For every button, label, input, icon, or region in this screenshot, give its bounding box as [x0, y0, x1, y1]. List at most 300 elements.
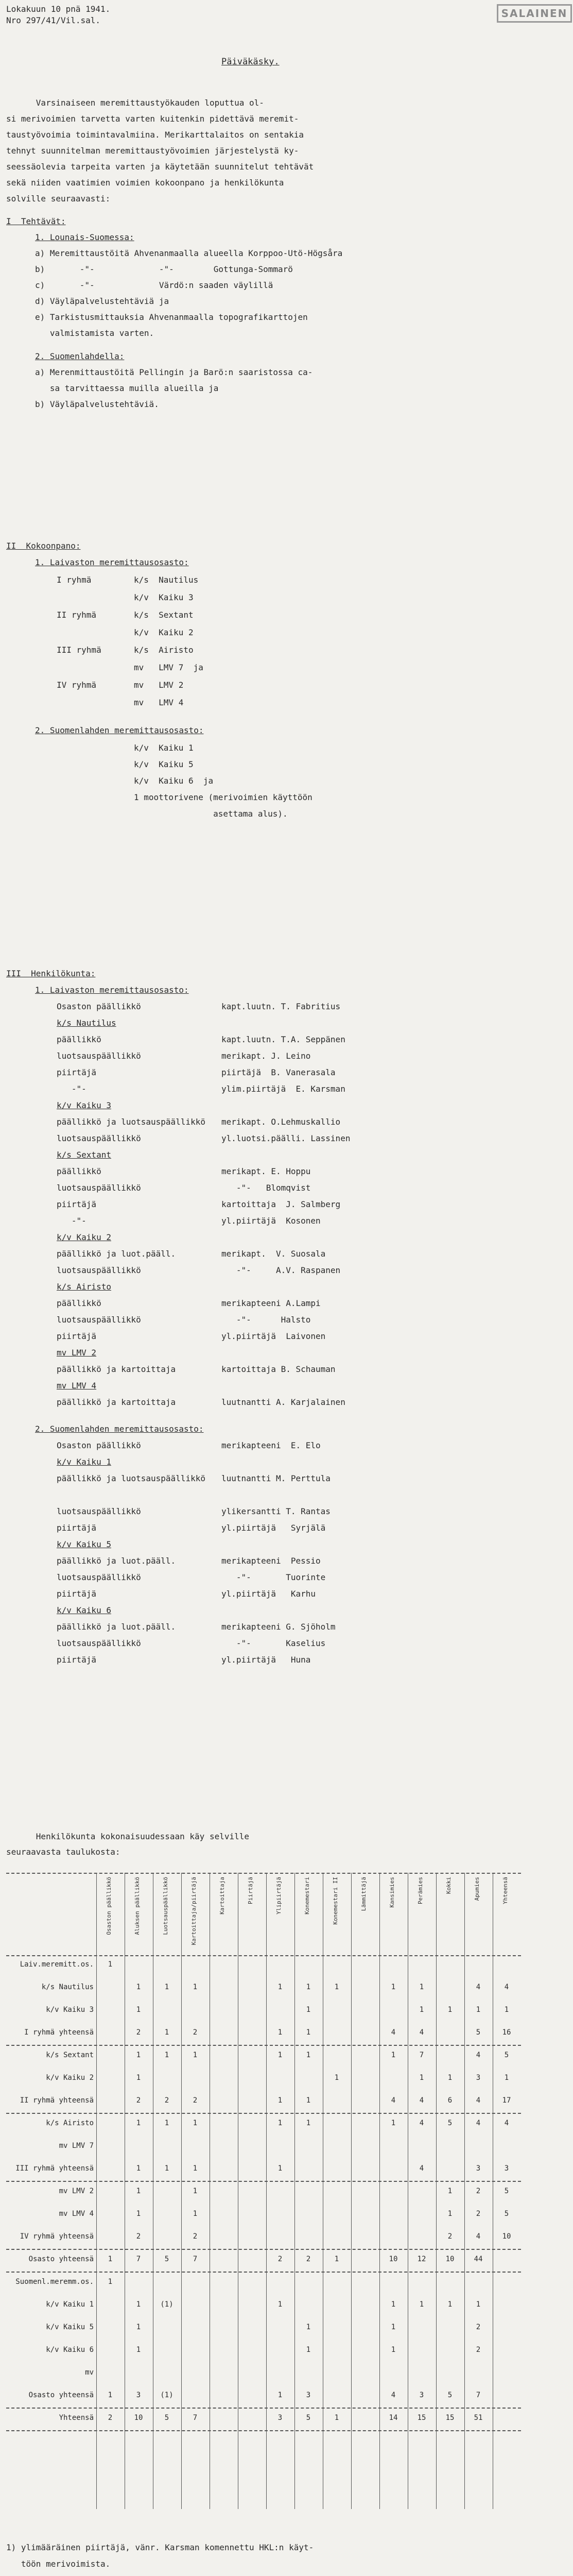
- person-entry: merikapteeni Pessio: [221, 1556, 321, 1566]
- table-cell: 5: [164, 2255, 169, 2263]
- table-cell: 3: [277, 2414, 283, 2422]
- person-entry: ylikersantti T. Rantas: [221, 1506, 331, 1516]
- table-cell: 1: [277, 2391, 283, 2399]
- table-cell: 12: [417, 2255, 426, 2263]
- table-row: [6, 2344, 521, 2358]
- table-cell: 1: [447, 2210, 453, 2218]
- table-row: [6, 2208, 521, 2222]
- table-row: [6, 2026, 521, 2041]
- role-label: päällikkö ja luotsauspäällikkö: [57, 1473, 205, 1483]
- table-cell: 1: [391, 2051, 396, 2059]
- ship-heading: k/s Sextant: [57, 1150, 111, 1160]
- person-entry: merikapt. O.Lehmuskallio: [221, 1117, 341, 1127]
- table-cell: 1: [108, 2278, 113, 2286]
- task-item: a) Meremittaustöitä Ahvenanmaalla alueella Korppoo-Utö-Högsåra: [35, 248, 343, 258]
- table-cell: 16: [502, 2028, 511, 2037]
- table-cell: 4: [476, 2096, 481, 2105]
- personnel-table: [6, 1873, 521, 2517]
- intro-line: tehnyt suunnitelman meremittaustyövoimien järjestelystä ky-: [6, 146, 299, 156]
- table-cell: 10: [134, 2414, 143, 2422]
- person-entry: yl.piirtäjä Karhu: [221, 1589, 316, 1599]
- table-col-header: Konemestari II: [332, 1877, 339, 1925]
- table-cell: 1: [447, 2300, 453, 2309]
- person-entry: -"- A.V. Raspanen: [221, 1265, 341, 1275]
- secret-stamp: SALAINEN: [497, 4, 572, 23]
- person-entry: merikapt. J. Leino: [221, 1051, 311, 1061]
- table-cell: 1: [136, 2323, 141, 2331]
- person-entry: kapt.luutn. T. Fabritius: [221, 1002, 341, 1011]
- table-cell: 5: [504, 2051, 509, 2059]
- table-cell: 1: [136, 2346, 141, 2354]
- table-rule: [6, 1873, 521, 1874]
- table-cell: 3: [504, 2164, 509, 2173]
- table-cell: 1: [164, 2119, 169, 2127]
- person-entry: merikapt. V. Suosala: [221, 1249, 326, 1259]
- table-row: [6, 1958, 521, 1973]
- table-cell: 15: [417, 2414, 426, 2422]
- table-row: [6, 2276, 521, 2290]
- table-cell: 2: [193, 2232, 198, 2241]
- table-cell: 3: [136, 2391, 141, 2399]
- table-cell: 2: [476, 2210, 481, 2218]
- note-line: töön merivoimista.: [6, 2559, 111, 2569]
- table-cell: 3: [476, 2074, 481, 2082]
- table-cell: 1: [108, 2255, 113, 2263]
- role-label: päällikkö: [57, 1298, 101, 1308]
- table-cell: 1: [504, 2006, 509, 2014]
- role-label: piirtäjä: [57, 1589, 97, 1599]
- ship-entry: mv LMV 2: [134, 680, 184, 690]
- ship-heading: k/s Nautilus: [57, 1018, 116, 1028]
- role-label: luotsauspäällikkö: [57, 1265, 141, 1275]
- table-cell: 1: [306, 2346, 311, 2354]
- table-cell: 2: [136, 2232, 141, 2241]
- table-cell: 7: [476, 2391, 481, 2399]
- table-col-header: Yhteensä: [502, 1877, 509, 1904]
- table-cell: 4: [391, 2391, 396, 2399]
- person-entry: yl.piirtäjä Huna: [221, 1655, 311, 1665]
- role-label: luotsauspäällikkö: [57, 1133, 141, 1143]
- intro-line: Varsinaiseen meremittaustyökauden loputtua ol-: [6, 98, 264, 108]
- table-row-label: k/v Kaiku 3: [46, 2006, 94, 2014]
- role-label: päällikkö ja kartoittaja: [57, 1397, 176, 1407]
- table-row-label: Osasto yhteensä: [28, 2255, 94, 2263]
- table-cell: 1: [306, 2006, 311, 2014]
- task-item: e) Tarkistusmittauksia Ahvenanmaalla topografikarttojen: [35, 312, 308, 322]
- ship-entry: 1 moottorivene (merivoimien käyttöön: [134, 792, 312, 802]
- ship-heading: mv LMV 4: [57, 1381, 97, 1391]
- table-cell: 1: [164, 2051, 169, 2059]
- table-col-header: Ylipiirtäjä: [275, 1877, 282, 1914]
- table-cell: 2: [193, 2028, 198, 2037]
- table-row-label: k/v Kaiku 1: [46, 2300, 94, 2309]
- intro-line: sekä niiden vaatimien voimien kokoonpano ja henkilökunta: [6, 178, 284, 188]
- subsection-heading: 1. Laivaston meremittausosasto:: [35, 985, 189, 995]
- section-heading: III Henkilökunta:: [6, 969, 96, 978]
- role-label: päällikkö ja luot.pääll.: [57, 1622, 176, 1632]
- table-cell: 5: [164, 2414, 169, 2422]
- person-entry: yl.luotsi.päälli. Lassinen: [221, 1133, 351, 1143]
- table-row: [6, 2389, 521, 2403]
- ship-entry: k/v Kaiku 6 ja: [134, 776, 214, 786]
- table-cell: 1: [277, 2096, 283, 2105]
- table-row-label: I ryhmä yhteensä: [24, 2028, 94, 2037]
- ship-heading: k/v Kaiku 5: [57, 1539, 111, 1549]
- subsection-heading: 2. Suomenlahdella:: [35, 351, 125, 361]
- table-rule: [6, 2113, 521, 2114]
- table-cell: 1: [447, 2187, 453, 2195]
- group-label: II ryhmä: [57, 610, 97, 620]
- table-row: [6, 2321, 521, 2335]
- person-entry: -"- Tuorinte: [221, 1572, 326, 1582]
- table-cell: 5: [306, 2414, 311, 2422]
- table-cell: 2: [193, 2096, 198, 2105]
- group-label: IV ryhmä: [57, 680, 97, 690]
- table-row-label: mv LMV 4: [59, 2210, 94, 2218]
- ship-heading: k/s Airisto: [57, 1282, 111, 1292]
- intro-line: seessäolevia tarpeita varten ja käytetään suunnitelut tehtävät: [6, 162, 314, 172]
- table-cell: 2: [108, 2414, 113, 2422]
- table-cell: 51: [474, 2414, 483, 2422]
- header-date: Lokakuun 10 pnä 1941.: [6, 4, 111, 14]
- table-col-header: Kansimies: [389, 1877, 395, 1908]
- table-row-label: mv LMV 2: [59, 2187, 94, 2195]
- ship-entry: k/s Airisto: [134, 645, 194, 655]
- role-label: piirtäjä: [57, 1655, 97, 1665]
- section-heading: I Tehtävät:: [6, 216, 66, 226]
- table-cell: 1: [277, 2300, 283, 2309]
- table-cell: 15: [445, 2414, 455, 2422]
- task-item: b) -"- -"- Gottunga-Sommarö: [35, 264, 293, 274]
- table-cell: 10: [445, 2255, 455, 2263]
- table-rule: [6, 2430, 521, 2431]
- note-line: 1) ylimääräinen piirtäjä, vänr. Karsman komennettu HKL:n käyt-: [6, 2543, 314, 2552]
- doc-title: Päiväkäsky.: [221, 57, 280, 67]
- table-cell: 1: [419, 1983, 424, 1991]
- ship-entry: k/v Kaiku 1: [134, 743, 194, 753]
- role-label: piirtäjä: [57, 1199, 97, 1209]
- role-label: luotsauspäällikkö: [57, 1572, 141, 1582]
- table-cell: 1: [306, 1983, 311, 1991]
- subsection-heading: 1. Laivaston meremittausosasto:: [35, 557, 189, 567]
- table-cell: 1: [447, 2006, 453, 2014]
- ship-heading: mv LMV 2: [57, 1348, 97, 1358]
- table-cell: 1: [193, 1983, 198, 1991]
- table-row: [6, 2162, 521, 2177]
- table-cell: 1: [391, 2323, 396, 2331]
- person-entry: -"- Halsto: [221, 1315, 311, 1325]
- table-row-label: k/v Kaiku 5: [46, 2323, 94, 2331]
- table-cell: 1: [306, 2028, 311, 2037]
- table-cell: 1: [419, 2074, 424, 2082]
- table-cell: 2: [476, 2346, 481, 2354]
- table-cell: 5: [504, 2187, 509, 2195]
- task-item: valmistamista varten.: [35, 328, 154, 338]
- role-label: -"-: [57, 1216, 86, 1226]
- ship-heading: k/v Kaiku 1: [57, 1457, 111, 1467]
- person-entry: kartoittaja B. Schauman: [221, 1364, 336, 1374]
- table-cell: 1: [164, 2164, 169, 2173]
- table-cell: 7: [136, 2255, 141, 2263]
- table-cell: 2: [136, 2096, 141, 2105]
- table-row: [6, 2140, 521, 2154]
- table-cell: 4: [504, 2119, 509, 2127]
- table-cell: 1: [334, 2414, 339, 2422]
- table-cell: 1: [391, 1983, 396, 1991]
- table-col-header: Lämmittäjä: [360, 1877, 367, 1911]
- role-label: Osaston päällikkö: [57, 1440, 141, 1450]
- task-item: d) Väyläpalvelustehtäviä ja: [35, 296, 169, 306]
- role-label: piirtäjä: [57, 1067, 97, 1077]
- role-label: päällikkö: [57, 1166, 101, 1176]
- table-cell: 7: [193, 2255, 198, 2263]
- table-row: [6, 2412, 521, 2426]
- table-col-header: Apumies: [474, 1877, 480, 1901]
- table-row: [6, 2117, 521, 2131]
- table-cell: 1: [277, 2119, 283, 2127]
- table-cell: 1: [419, 2006, 424, 2014]
- intro-line: solville seuraavasti:: [6, 194, 111, 204]
- person-entry: merikapt. E. Hoppu: [221, 1166, 311, 1176]
- table-row-label: III ryhmä yhteensä: [15, 2164, 94, 2173]
- task-item: c) -"- Värdö:n saaden väylillä: [35, 280, 273, 290]
- table-cell: 1: [306, 2323, 311, 2331]
- table-cell: 3: [419, 2391, 424, 2399]
- task-item: a) Merenmittaustöitä Pellingin ja Barö:n saaristossa ca-: [35, 367, 313, 377]
- table-cell: 1: [277, 2164, 283, 2173]
- subsection-heading: 1. Lounais-Suomessa:: [35, 232, 134, 242]
- table-cell: 1: [136, 2187, 141, 2195]
- ship-entry: mv LMV 4: [134, 698, 184, 707]
- table-col-header: Luotsauspäällikkö: [162, 1877, 169, 1935]
- task-item: sa tarvittaessa muilla alueilla ja: [35, 383, 219, 393]
- table-cell: 2: [306, 2255, 311, 2263]
- section-heading: II Kokoonpano:: [6, 541, 81, 551]
- table-cell: 2: [277, 2255, 283, 2263]
- subsection-heading: 2. Suomenlahden meremittausosasto:: [35, 725, 204, 735]
- table-cell: 1: [136, 2119, 141, 2127]
- table-cell: 3: [306, 2391, 311, 2399]
- role-label: luotsauspäällikkö: [57, 1506, 141, 1516]
- table-cell: 7: [193, 2414, 198, 2422]
- ship-entry: k/v Kaiku 5: [134, 759, 194, 769]
- person-entry: kartoittaja J. Salmberg: [221, 1199, 341, 1209]
- table-cell: 1: [136, 2210, 141, 2218]
- role-label: luotsauspäällikkö: [57, 1638, 141, 1648]
- table-row-label: k/s Nautilus: [41, 1983, 94, 1991]
- table-cell: 1: [334, 2074, 339, 2082]
- person-entry: luutnantti A. Karjalainen: [221, 1397, 345, 1407]
- table-cell: 4: [476, 2119, 481, 2127]
- subsection-heading: 2. Suomenlahden meremittausosasto:: [35, 1424, 204, 1434]
- table-col-header: Kartoittaja/piirtäjä: [190, 1877, 197, 1945]
- table-cell: 1: [164, 1983, 169, 1991]
- table-row: [6, 2298, 521, 2313]
- ship-heading: k/v Kaiku 3: [57, 1100, 111, 1110]
- table-cell: 4: [391, 2096, 396, 2105]
- table-cell: 17: [502, 2096, 511, 2105]
- task-item: b) Väyläpalvelustehtäviä.: [35, 399, 159, 409]
- table-rule: [6, 2249, 521, 2250]
- table-cell: 2: [447, 2232, 453, 2241]
- table-cell: 5: [447, 2119, 453, 2127]
- table-cell: 1: [476, 2006, 481, 2014]
- person-entry: ylim.piirtäjä E. Karsman: [221, 1084, 345, 1094]
- table-cell: 1: [334, 2255, 339, 2263]
- ship-heading: k/v Kaiku 2: [57, 1232, 111, 1242]
- table-col-header: Kokki: [445, 1877, 452, 1894]
- table-rule: [6, 2045, 521, 2046]
- table-cell: 1: [193, 2210, 198, 2218]
- table-cell: 2: [476, 2187, 481, 2195]
- table-col-header: Piirtäjä: [247, 1877, 254, 1904]
- table-cell: 1: [419, 2300, 424, 2309]
- table-cell: 2: [164, 2096, 169, 2105]
- table-cell: 1: [391, 2300, 396, 2309]
- table-cell: 6: [447, 2096, 453, 2105]
- table-cell: 1: [136, 2164, 141, 2173]
- table-cell: 1: [277, 1983, 283, 1991]
- ship-entry: k/v Kaiku 3: [134, 592, 194, 602]
- table-row: [6, 2049, 521, 2063]
- table-cell: 1: [136, 2074, 141, 2082]
- table-row-label: IV ryhmä yhteensä: [20, 2232, 94, 2241]
- table-row: [6, 2366, 521, 2381]
- table-cell: 5: [476, 2028, 481, 2037]
- table-row: [6, 2230, 521, 2245]
- table-cell: 1: [136, 2006, 141, 2014]
- table-row-label: k/s Sextant: [46, 2051, 94, 2059]
- role-label: päällikkö ja kartoittaja: [57, 1364, 176, 1374]
- table-row: [6, 2072, 521, 2086]
- person-entry: yl.piirtäjä Syrjälä: [221, 1523, 326, 1533]
- role-label: piirtäjä: [57, 1523, 97, 1533]
- table-cell: 1: [306, 2119, 311, 2127]
- table-row-label: Laiv.meremitt.os.: [20, 1960, 94, 1969]
- table-rule: [6, 2272, 521, 2273]
- table-row-label: k/s Airisto: [46, 2119, 94, 2127]
- role-label: Osaston päällikkö: [57, 1002, 141, 1011]
- table-row: [6, 1981, 521, 1995]
- role-label: päällikkö ja luot.pääll.: [57, 1249, 176, 1259]
- table-col-header: Konemestari: [304, 1877, 310, 1914]
- group-label: I ryhmä: [57, 575, 92, 585]
- ship-entry: k/v Kaiku 2: [134, 628, 194, 637]
- table-cell: 1: [447, 2074, 453, 2082]
- table-col-header: Aluksen päällikkö: [134, 1877, 141, 1935]
- role-label: -"-: [57, 1084, 86, 1094]
- table-row-label: Suomenl.meremm.os.: [15, 2278, 94, 2286]
- role-label: päällikkö ja luotsauspäällikkö: [57, 1117, 205, 1127]
- person-entry: piirtäjä B. Vanerasala: [221, 1067, 336, 1077]
- table-cell: 1: [306, 2051, 311, 2059]
- person-entry: luutnantti M. Perttula: [221, 1473, 331, 1483]
- table-cell: (1): [160, 2300, 173, 2309]
- person-entry: merikapteeni A.Lampi: [221, 1298, 321, 1308]
- table-row-label: Osasto yhteensä: [28, 2391, 94, 2399]
- table-cell: 5: [504, 2210, 509, 2218]
- ship-heading: k/v Kaiku 6: [57, 1605, 111, 1615]
- table-col-header: Kartoittaja: [219, 1877, 225, 1914]
- table-cell: 1: [108, 2391, 113, 2399]
- person-entry: merikapteeni E. Elo: [221, 1440, 321, 1450]
- table-cell: 7: [419, 2051, 424, 2059]
- person-entry: merikapteeni G. Sjöholm: [221, 1622, 336, 1632]
- table-row-label: II ryhmä yhteensä: [20, 2096, 94, 2105]
- person-entry: -"- Kaselius: [221, 1638, 326, 1648]
- header-number: Nro 297/41/Vil.sal.: [6, 15, 101, 25]
- table-rule: [6, 2181, 521, 2182]
- table-cell: 4: [419, 2119, 424, 2127]
- table-cell: 2: [136, 2028, 141, 2037]
- ship-entry: mv LMV 7 ja: [134, 663, 203, 672]
- table-cell: 4: [419, 2028, 424, 2037]
- table-cell: 1: [391, 2119, 396, 2127]
- table-cell: 1: [306, 2096, 311, 2105]
- table-cell: 4: [419, 2096, 424, 2105]
- table-cell: 2: [476, 2323, 481, 2331]
- table-cell: 4: [504, 1983, 509, 1991]
- ship-entry: k/s Sextant: [134, 610, 194, 620]
- role-label: luotsauspäällikkö: [57, 1183, 141, 1193]
- person-entry: -"- Blomqvist: [221, 1183, 311, 1193]
- table-cell: 1: [277, 2051, 283, 2059]
- intro-line: si merivoimien tarvetta varten kuitenkin pidettävä meremit-: [6, 114, 299, 124]
- table-row-label: k/v Kaiku 6: [46, 2346, 94, 2354]
- table-cell: 1: [108, 1960, 113, 1969]
- table-cell: 1: [164, 2028, 169, 2037]
- table-row: [6, 2094, 521, 2109]
- table-cell: 1: [193, 2164, 198, 2173]
- table-cell: 1: [136, 2300, 141, 2309]
- table-cell: 4: [419, 2164, 424, 2173]
- table-cell: (1): [160, 2391, 173, 2399]
- table-cell: 5: [447, 2391, 453, 2399]
- table-row: [6, 2253, 521, 2267]
- table-cell: 1: [277, 2028, 283, 2037]
- table-intro-line: seuraavasta taulukosta:: [6, 1847, 120, 1857]
- intro-line: taustyövoimia toimintavalmiina. Merikarttalaitos on sentakia: [6, 130, 304, 140]
- role-label: luotsauspäällikkö: [57, 1051, 141, 1061]
- role-label: luotsauspäällikkö: [57, 1315, 141, 1325]
- person-entry: yl.piirtäjä Kosonen: [221, 1216, 321, 1226]
- role-label: piirtäjä: [57, 1331, 97, 1341]
- table-col-header: Osaston päällikkö: [106, 1877, 112, 1935]
- table-cell: 1: [476, 2300, 481, 2309]
- table-cell: 1: [193, 2119, 198, 2127]
- table-cell: 14: [389, 2414, 398, 2422]
- table-intro-line: Henkilökunta kokonaisuudessaan käy selville: [6, 1832, 250, 1841]
- role-label: päällikkö: [57, 1035, 101, 1044]
- table-cell: 4: [476, 2051, 481, 2059]
- table-row-label: Yhteensä: [59, 2414, 94, 2422]
- table-cell: 4: [476, 1983, 481, 1991]
- table-cell: 44: [474, 2255, 483, 2263]
- table-cell: 1: [193, 2187, 198, 2195]
- table-cell: 1: [504, 2074, 509, 2082]
- table-cell: 4: [476, 2232, 481, 2241]
- table-rule: [6, 2408, 521, 2409]
- table-cell: 10: [502, 2232, 511, 2241]
- table-cell: 1: [334, 1983, 339, 1991]
- group-label: III ryhmä: [57, 645, 101, 655]
- ship-entry: asettama alus).: [134, 809, 288, 819]
- table-row-label: mv LMV 7: [59, 2142, 94, 2150]
- table-row-label: mv: [85, 2368, 94, 2377]
- table-cell: 10: [389, 2255, 398, 2263]
- table-cell: 1: [136, 1983, 141, 1991]
- table-row: [6, 2004, 521, 2018]
